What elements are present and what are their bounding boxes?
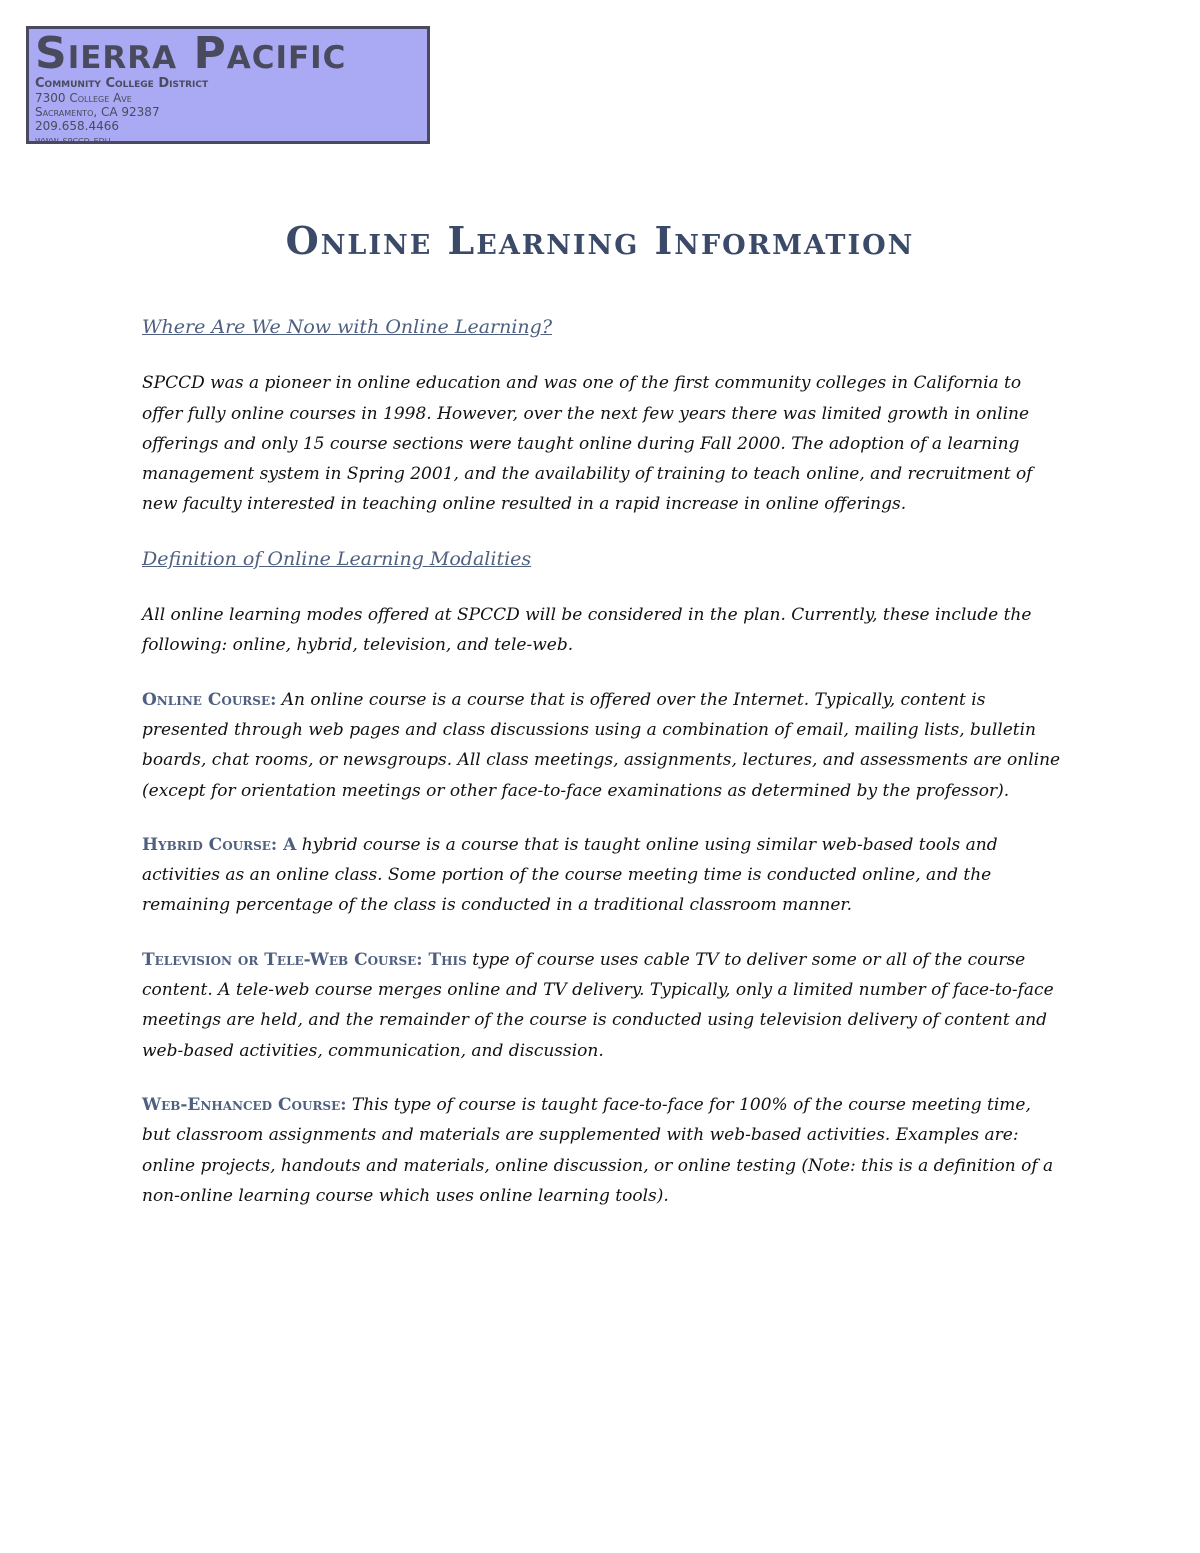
definition-online-course	[142, 685, 1062, 806]
section-heading-definitions: Definition of Online Learning Modalities	[142, 547, 532, 570]
section-heading-where-are-we-now: Where Are We Now with Online Learning?	[142, 316, 553, 338]
letterhead-subtitle: Community College District	[35, 76, 209, 91]
definition-text-web-enhanced-course: This type of course is taught face-to-face for 100% of the course meeting time, but classroom assignments and materials are supplemented with web-based activities. Examples are: online projects, handouts and materials, online discussion, or online testing (Note: this is a definition of a non-online learning course which uses online learning tools).	[142, 1094, 1054, 1206]
definition-text-television-course: type of course uses cable TV to deliver some or all of the course content. A tele-web course merges online and TV delivery. Typically, only a limited number of face-to-face meetings are held, and the remainder of the course is conducted using television delivery of content and web-based activities, communication, and discussion.	[142, 949, 1054, 1061]
definition-term-online-course: Online Course:	[142, 689, 277, 710]
definition-term-hybrid-course: Hybrid Course: A	[142, 834, 297, 855]
letterhead-address-city: Sacramento, CA 92387	[35, 105, 160, 119]
definition-television-course	[142, 945, 1062, 1066]
definition-text-hybrid-course: hybrid course is a course that is taught online using similar web-based tools and activities as an online class. Some portion of the course meeting time is conducted online, and the remaining percentage of the class is conducted in a traditional classroom manner.	[142, 834, 998, 916]
letterhead-logo	[26, 26, 430, 147]
definition-term-television-course: Television or Tele-Web Course: This	[142, 949, 467, 970]
page-title: Online Learning Information	[285, 218, 915, 263]
definition-term-web-enhanced-course: Web-Enhanced Course:	[142, 1094, 347, 1115]
definition-web-enhanced-course	[142, 1090, 1062, 1211]
definitions-intro-paragraph: All online learning modes offered at SPCCD will be considered in the plan. Currently, these include the following: online, hybrid, television, and tele-web.	[142, 605, 1032, 656]
document-body	[142, 312, 1062, 1235]
letterhead-website: www.spccd.edu	[35, 133, 111, 147]
definition-hybrid-course	[142, 830, 1062, 921]
letterhead-phone: 209.658.4466	[35, 119, 119, 133]
letterhead-name: Sierra Pacific	[35, 28, 347, 79]
letterhead-address-street: 7300 College Ave	[35, 91, 132, 105]
history-paragraph: SPCCD was a pioneer in online education and was one of the first community colleges in California to offer fully online courses in 1998. However, over the next few years there was limited growth in online offerings and only 15 course sections were taught online during Fall 2000. The adoption of a learning management system in Spring 2001, and the availability of training to teach online, and recruitment of new faculty interested in teaching online resulted in a rapid increase in online offerings.	[142, 373, 1033, 515]
definition-text-online-course: An online course is a course that is offered over the Internet. Typically, content is presented through web pages and class discussions using a combination of email, mailing lists, bulletin boards, chat rooms, or newsgroups. All class meetings, assignments, lectures, and assessments are online (except for orientation meetings or other face-to-face examinations as determined by the professor).	[142, 689, 1061, 801]
